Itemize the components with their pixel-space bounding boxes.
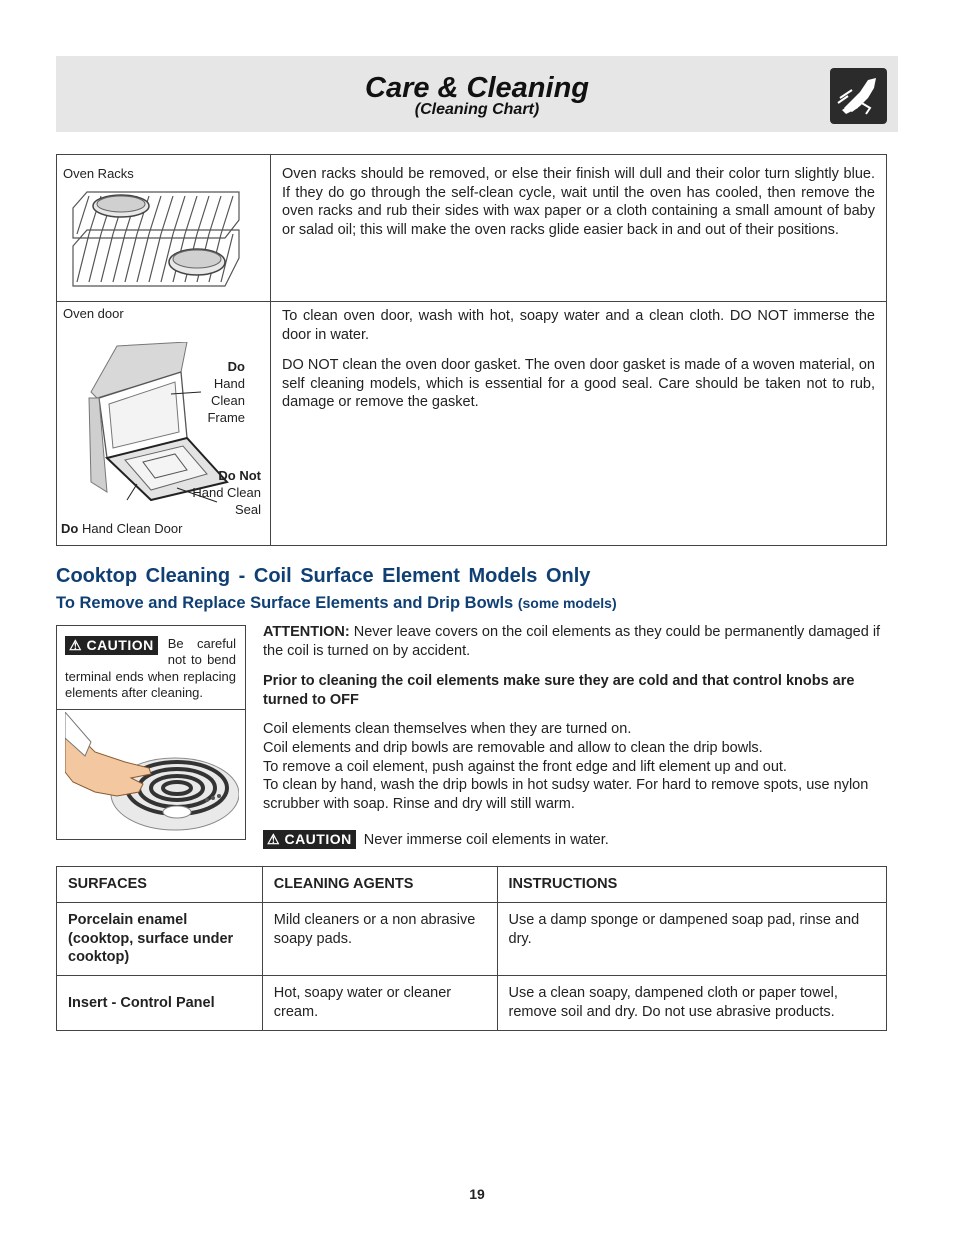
table-cell-agent: Mild cleaners or a non abrasive soapy pads. (262, 902, 497, 975)
table-cell-agent: Hot, soapy water or cleaner cream. (262, 976, 497, 1031)
coil-line-4: To clean by hand, wash the drip bowls in hot sudsy water. For hard to remove spots, use nylon scrubber with soap. Rinse and dry will still warm. (263, 777, 869, 813)
chart-divider-vertical (270, 155, 271, 545)
prior-cleaning-paragraph: Prior to cleaning the coil elements make sure they are cold and that control knobs are turned to OFF (263, 673, 855, 708)
caution-box-text: ⚠ CAUTION Be careful not to bend terminal ends when replacing elements after cleaning. (65, 636, 236, 700)
attention-paragraph: ATTENTION: Never leave covers on the coil elements as they could be permanently damaged if the coil is turned on by accident. (263, 624, 881, 659)
section-heading: Cooktop Cleaning - Coil Surface Element Models Only (56, 565, 591, 587)
coil-line-3: To remove a coil element, push against the front edge and lift element up and out. (263, 758, 787, 775)
coil-instructions (263, 720, 887, 814)
table-cell-surface: Insert - Control Panel (57, 976, 263, 1031)
caution-box (56, 625, 246, 840)
table-row (57, 902, 887, 975)
page-number: 19 (469, 1186, 485, 1202)
table-cell-surface: Porcelain enamel (cooktop, surface under cooktop) (57, 902, 263, 975)
oven-racks-text: Oven racks should be removed, or else their finish will dull and their color turn slightly blue. If they do go through the self-clean cycle, wait until the oven has cooled, then remove the oven racks and rub their sides with wax paper or a cloth containing a small amount of baby or salad oil; this will make the oven racks glide easier back in and out of their positions. (282, 166, 875, 238)
table-cell-instructions: Use a clean soapy, dampened cloth or paper towel, remove soil and dry. Do not use abrasive products. (497, 976, 887, 1031)
caution-badge-2: ⚠ CAUTION (263, 830, 356, 849)
caution-water-line: ⚠ CAUTION Never immerse coil elements in water. (263, 830, 887, 850)
coil-element-illustration (65, 712, 239, 832)
table-header-row (57, 867, 887, 903)
care-chart (56, 154, 887, 546)
oven-door-text-1: To clean oven door, wash with hot, soapy water and a clean cloth. DO NOT immerse the door in water. (282, 308, 875, 343)
oven-racks-illustration (67, 186, 247, 290)
cleaning-table (56, 866, 887, 1031)
page-title: Care & Cleaning (365, 72, 589, 104)
table-header: CLEANING AGENTS (262, 867, 497, 903)
hand-cleaning-icon (830, 68, 887, 124)
caution-badge: ⚠ CAUTION (65, 636, 158, 655)
warning-triangle-icon: ⚠ (267, 831, 281, 847)
coil-line-2: Coil elements and drip bowls are removable and allow to clean the drip bowls. (263, 739, 763, 756)
coil-line-1: Coil elements clean themselves when they are turned on. (263, 721, 632, 737)
header-band (56, 56, 898, 132)
table-header: SURFACES (57, 867, 263, 903)
table-cell-instructions: Use a damp sponge or dampened soap pad, rinse and dry. (497, 902, 887, 975)
warning-triangle-icon: ⚠ (69, 637, 83, 653)
fig-label-do-hand-clean-door: Do Hand Clean Door (61, 521, 183, 536)
section-subheading: To Remove and Replace Surface Elements and Drip Bowls (some models) (56, 594, 617, 612)
table-row (57, 976, 887, 1031)
table-header: INSTRUCTIONS (497, 867, 887, 903)
fig-label-do-not-hand-clean-seal: Do Not Hand Clean Seal (192, 468, 261, 517)
fig-label-do-hand-clean-frame: Do Hand Clean Frame (207, 359, 245, 425)
page-subtitle: (Cleaning Chart) (414, 101, 540, 118)
oven-door-text-2: DO NOT clean the oven door gasket. The oven door gasket is made of a woven material, on self cleaning models, which is essential for a good seal. Care should be taken not to rub, damage or remove the gasket. (282, 357, 875, 411)
oven-door-label: Oven door (63, 306, 124, 321)
oven-racks-label: Oven Racks (63, 166, 134, 181)
caution-box-divider (57, 709, 245, 710)
chart-divider-horizontal (57, 301, 886, 302)
